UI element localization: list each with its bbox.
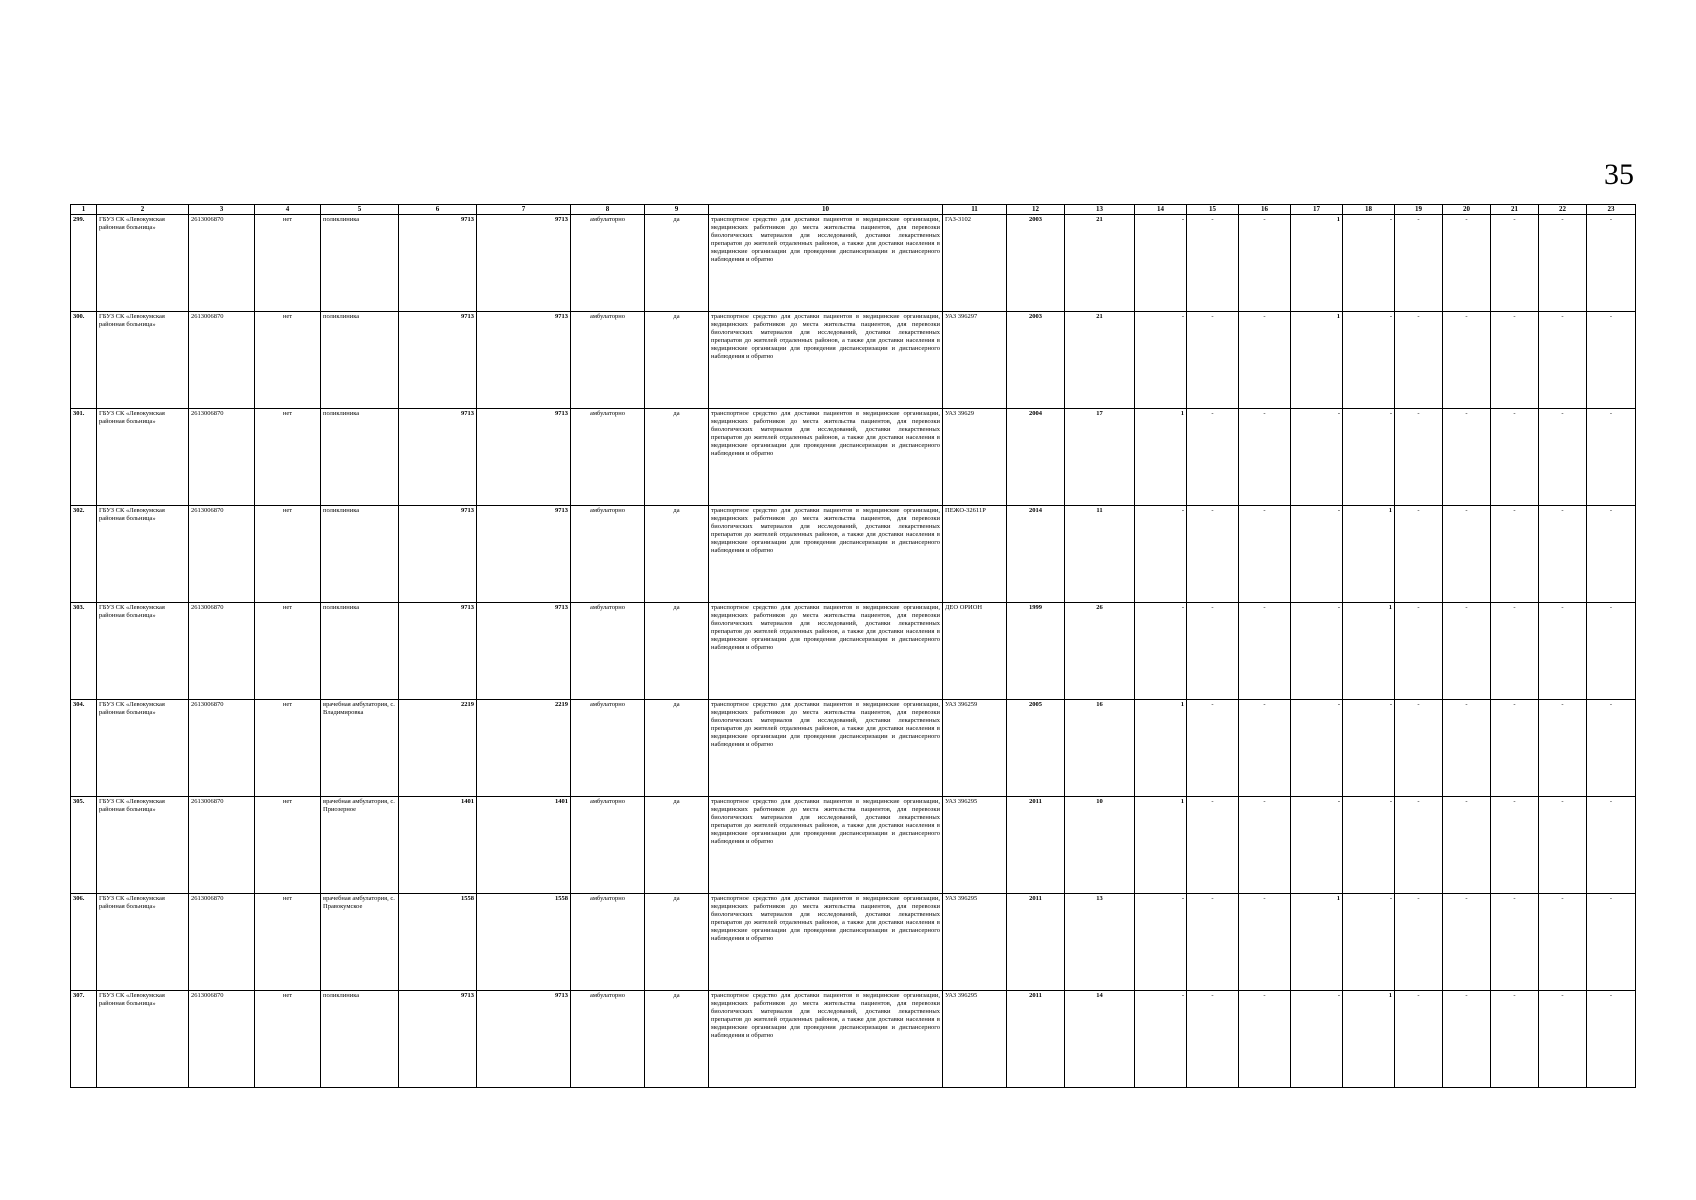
row-number: 302. [71,506,97,603]
column-header-15: 15 [1187,205,1239,215]
table-row [71,215,1636,312]
year-of-manufacture: 2011 [1007,894,1065,991]
organization-name: ГБУЗ СК «Левокумская районная больница» [97,700,189,797]
cell-20: - [1443,991,1491,1088]
cell-19: - [1395,797,1443,894]
column-header-19: 19 [1395,205,1443,215]
population-7: 9713 [477,603,571,700]
cell-14: 1 [1135,409,1187,506]
column-header-12: 12 [1007,205,1065,215]
cell-19: - [1395,894,1443,991]
cell-9: да [645,603,709,700]
cell-20: - [1443,215,1491,312]
cell-17: 1 [1291,215,1343,312]
facility-name: врачебная амбулатория, с. Приозерное [321,797,399,894]
column-header-5: 5 [321,205,399,215]
cell-9: да [645,991,709,1088]
inn: 2613006870 [189,797,255,894]
year-of-manufacture: 2011 [1007,991,1065,1088]
cell-18: - [1343,894,1395,991]
cell-17: - [1291,991,1343,1088]
care-form: амбулаторно [571,409,645,506]
cell-4: нет [255,797,321,894]
cell-23: - [1587,409,1636,506]
population-6: 9713 [399,603,477,700]
column-header-14: 14 [1135,205,1187,215]
cell-15: - [1187,797,1239,894]
purpose-description: транспортное средство для доставки пациентов в медицинские организации, медицинских работников до места жительства пациентов, для перевозки биологических материалов для исследований, доставки лекарственных препаратов до жителей отдаленных районов, а также для доставки населения в медицинские организации для проведения диспансеризации и диспансерного наблюдения и обратно [709,409,943,506]
register-table [70,204,1636,1088]
year-of-manufacture: 2003 [1007,215,1065,312]
vehicle-age: 21 [1065,215,1135,312]
organization-name: ГБУЗ СК «Левокумская районная больница» [97,894,189,991]
table-body [71,215,1636,1088]
year-of-manufacture: 2005 [1007,700,1065,797]
care-form: амбулаторно [571,797,645,894]
cell-23: - [1587,312,1636,409]
cell-23: - [1587,506,1636,603]
cell-9: да [645,215,709,312]
organization-name: ГБУЗ СК «Левокумская районная больница» [97,797,189,894]
cell-23: - [1587,991,1636,1088]
cell-15: - [1187,603,1239,700]
cell-19: - [1395,409,1443,506]
column-header-11: 11 [943,205,1007,215]
care-form: амбулаторно [571,894,645,991]
population-7: 9713 [477,409,571,506]
vehicle-model: УАЗ 396295 [943,991,1007,1088]
vehicle-age: 10 [1065,797,1135,894]
cell-17: - [1291,603,1343,700]
cell-15: - [1187,506,1239,603]
row-number: 305. [71,797,97,894]
population-6: 1401 [399,797,477,894]
row-number: 303. [71,603,97,700]
cell-22: - [1539,312,1587,409]
column-header-9: 9 [645,205,709,215]
purpose-description: транспортное средство для доставки пациентов в медицинские организации, медицинских работников до места жительства пациентов, для перевозки биологических материалов для исследований, доставки лекарственных препаратов до жителей отдаленных районов, а также для доставки населения в медицинские организации для проведения диспансеризации и диспансерного наблюдения и обратно [709,215,943,312]
cell-21: - [1491,215,1539,312]
population-6: 9713 [399,312,477,409]
row-number: 304. [71,700,97,797]
cell-16: - [1239,506,1291,603]
column-header-3: 3 [189,205,255,215]
cell-17: 1 [1291,894,1343,991]
cell-4: нет [255,312,321,409]
vehicle-age: 16 [1065,700,1135,797]
year-of-manufacture: 2011 [1007,797,1065,894]
cell-20: - [1443,603,1491,700]
cell-4: нет [255,894,321,991]
inn: 2613006870 [189,312,255,409]
purpose-description: транспортное средство для доставки пациентов в медицинские организации, медицинских работников до места жительства пациентов, для перевозки биологических материалов для исследований, доставки лекарственных препаратов до жителей отдаленных районов, а также для доставки населения в медицинские организации для проведения диспансеризации и диспансерного наблюдения и обратно [709,603,943,700]
cell-20: - [1443,312,1491,409]
cell-21: - [1491,991,1539,1088]
inn: 2613006870 [189,991,255,1088]
table-row [71,409,1636,506]
year-of-manufacture: 1999 [1007,603,1065,700]
column-header-17: 17 [1291,205,1343,215]
cell-15: - [1187,991,1239,1088]
column-header-4: 4 [255,205,321,215]
column-header-10: 10 [709,205,943,215]
organization-name: ГБУЗ СК «Левокумская районная больница» [97,991,189,1088]
population-6: 1558 [399,894,477,991]
organization-name: ГБУЗ СК «Левокумская районная больница» [97,409,189,506]
column-header-16: 16 [1239,205,1291,215]
cell-4: нет [255,506,321,603]
population-6: 9713 [399,991,477,1088]
cell-19: - [1395,506,1443,603]
care-form: амбулаторно [571,603,645,700]
cell-18: - [1343,215,1395,312]
cell-15: - [1187,215,1239,312]
column-header-13: 13 [1065,205,1135,215]
cell-16: - [1239,797,1291,894]
cell-14: - [1135,506,1187,603]
table-row [71,797,1636,894]
column-header-1: 1 [71,205,97,215]
cell-14: 1 [1135,797,1187,894]
column-header-20: 20 [1443,205,1491,215]
care-form: амбулаторно [571,506,645,603]
row-number: 300. [71,312,97,409]
cell-18: - [1343,700,1395,797]
cell-20: - [1443,797,1491,894]
cell-19: - [1395,700,1443,797]
cell-20: - [1443,409,1491,506]
cell-16: - [1239,409,1291,506]
purpose-description: транспортное средство для доставки пациентов в медицинские организации, медицинских работников до места жительства пациентов, для перевозки биологических материалов для исследований, доставки лекарственных препаратов до жителей отдаленных районов, а также для доставки населения в медицинские организации для проведения диспансеризации и диспансерного наблюдения и обратно [709,894,943,991]
column-header-7: 7 [477,205,571,215]
inn: 2613006870 [189,506,255,603]
row-number: 299. [71,215,97,312]
cell-16: - [1239,991,1291,1088]
cell-21: - [1491,894,1539,991]
cell-18: 1 [1343,991,1395,1088]
table-row [71,506,1636,603]
vehicle-model: ПЕЖО-32611Р [943,506,1007,603]
population-7: 9713 [477,506,571,603]
row-number: 306. [71,894,97,991]
cell-19: - [1395,603,1443,700]
cell-18: - [1343,409,1395,506]
cell-15: - [1187,700,1239,797]
vehicle-age: 13 [1065,894,1135,991]
cell-23: - [1587,894,1636,991]
purpose-description: транспортное средство для доставки пациентов в медицинские организации, медицинских работников до места жительства пациентов, для перевозки биологических материалов для исследований, доставки лекарственных препаратов до жителей отдаленных районов, а также для доставки населения в медицинские организации для проведения диспансеризации и диспансерного наблюдения и обратно [709,506,943,603]
cell-22: - [1539,894,1587,991]
cell-4: нет [255,215,321,312]
cell-21: - [1491,797,1539,894]
organization-name: ГБУЗ СК «Левокумская районная больница» [97,603,189,700]
cell-9: да [645,894,709,991]
column-header-2: 2 [97,205,189,215]
cell-14: - [1135,312,1187,409]
cell-9: да [645,312,709,409]
page-number: 35 [1604,158,1634,191]
facility-name: поликлиника [321,312,399,409]
cell-14: - [1135,991,1187,1088]
facility-name: поликлиника [321,991,399,1088]
cell-17: - [1291,700,1343,797]
cell-4: нет [255,991,321,1088]
purpose-description: транспортное средство для доставки пациентов в медицинские организации, медицинских работников до места жительства пациентов, для перевозки биологических материалов для исследований, доставки лекарственных препаратов до жителей отдаленных районов, а также для доставки населения в медицинские организации для проведения диспансеризации и диспансерного наблюдения и обратно [709,700,943,797]
vehicle-model: УАЗ 396297 [943,312,1007,409]
cell-15: - [1187,894,1239,991]
cell-23: - [1587,797,1636,894]
cell-18: 1 [1343,506,1395,603]
cell-20: - [1443,894,1491,991]
cell-22: - [1539,603,1587,700]
care-form: амбулаторно [571,991,645,1088]
cell-22: - [1539,409,1587,506]
cell-9: да [645,409,709,506]
cell-18: - [1343,312,1395,409]
column-header-21: 21 [1491,205,1539,215]
population-7: 1401 [477,797,571,894]
facility-name: поликлиника [321,603,399,700]
population-6: 9713 [399,215,477,312]
inn: 2613006870 [189,700,255,797]
purpose-description: транспортное средство для доставки пациентов в медицинские организации, медицинских работников до места жительства пациентов, для перевозки биологических материалов для исследований, доставки лекарственных препаратов до жителей отдаленных районов, а также для доставки населения в медицинские организации для проведения диспансеризации и диспансерного наблюдения и обратно [709,312,943,409]
facility-name: врачебная амбулатория, с. Правокумское [321,894,399,991]
cell-22: - [1539,215,1587,312]
cell-14: - [1135,894,1187,991]
cell-22: - [1539,506,1587,603]
vehicle-model: ГАЗ-3102 [943,215,1007,312]
population-7: 9713 [477,991,571,1088]
cell-20: - [1443,700,1491,797]
cell-17: 1 [1291,312,1343,409]
cell-16: - [1239,894,1291,991]
facility-name: поликлиника [321,215,399,312]
cell-16: - [1239,603,1291,700]
population-7: 2219 [477,700,571,797]
cell-19: - [1395,215,1443,312]
cell-14: - [1135,603,1187,700]
vehicle-model: УАЗ 39629 [943,409,1007,506]
population-7: 9713 [477,312,571,409]
vehicle-model: УАЗ 396259 [943,700,1007,797]
care-form: амбулаторно [571,700,645,797]
year-of-manufacture: 2014 [1007,506,1065,603]
cell-18: - [1343,797,1395,894]
cell-14: - [1135,215,1187,312]
cell-9: да [645,506,709,603]
care-form: амбулаторно [571,312,645,409]
cell-22: - [1539,700,1587,797]
vehicle-model: УАЗ 396295 [943,797,1007,894]
purpose-description: транспортное средство для доставки пациентов в медицинские организации, медицинских работников до места жительства пациентов, для перевозки биологических материалов для исследований, доставки лекарственных препаратов до жителей отдаленных районов, а также для доставки населения в медицинские организации для проведения диспансеризации и диспансерного наблюдения и обратно [709,991,943,1088]
row-number: 307. [71,991,97,1088]
cell-23: - [1587,603,1636,700]
column-header-8: 8 [571,205,645,215]
vehicle-model: УАЗ 396295 [943,894,1007,991]
cell-21: - [1491,506,1539,603]
purpose-description: транспортное средство для доставки пациентов в медицинские организации, медицинских работников до места жительства пациентов, для перевозки биологических материалов для исследований, доставки лекарственных препаратов до жителей отдаленных районов, а также для доставки населения в медицинские организации для проведения диспансеризации и диспансерного наблюдения и обратно [709,797,943,894]
column-header-6: 6 [399,205,477,215]
cell-16: - [1239,215,1291,312]
column-header-23: 23 [1587,205,1636,215]
cell-15: - [1187,409,1239,506]
cell-9: да [645,700,709,797]
table-row [71,894,1636,991]
cell-17: - [1291,797,1343,894]
row-number: 301. [71,409,97,506]
cell-19: - [1395,991,1443,1088]
cell-21: - [1491,409,1539,506]
population-7: 9713 [477,215,571,312]
cell-23: - [1587,700,1636,797]
cell-20: - [1443,506,1491,603]
cell-21: - [1491,312,1539,409]
column-number-row [71,205,1636,215]
cell-9: да [645,797,709,894]
vehicle-model: ДЕО ОРИОН [943,603,1007,700]
vehicle-age: 14 [1065,991,1135,1088]
inn: 2613006870 [189,894,255,991]
population-6: 9713 [399,409,477,506]
facility-name: поликлиника [321,409,399,506]
table-row [71,603,1636,700]
cell-15: - [1187,312,1239,409]
vehicle-age: 17 [1065,409,1135,506]
vehicle-age: 26 [1065,603,1135,700]
organization-name: ГБУЗ СК «Левокумская районная больница» [97,215,189,312]
column-header-18: 18 [1343,205,1395,215]
inn: 2613006870 [189,603,255,700]
population-6: 2219 [399,700,477,797]
cell-14: 1 [1135,700,1187,797]
cell-22: - [1539,991,1587,1088]
cell-22: - [1539,797,1587,894]
cell-23: - [1587,215,1636,312]
cell-21: - [1491,603,1539,700]
table-row [71,700,1636,797]
table-row [71,991,1636,1088]
cell-17: - [1291,409,1343,506]
inn: 2613006870 [189,409,255,506]
year-of-manufacture: 2003 [1007,312,1065,409]
organization-name: ГБУЗ СК «Левокумская районная больница» [97,506,189,603]
care-form: амбулаторно [571,215,645,312]
cell-4: нет [255,409,321,506]
organization-name: ГБУЗ СК «Левокумская районная больница» [97,312,189,409]
column-header-22: 22 [1539,205,1587,215]
inn: 2613006870 [189,215,255,312]
facility-name: поликлиника [321,506,399,603]
cell-4: нет [255,700,321,797]
cell-4: нет [255,603,321,700]
facility-name: врачебная амбулатория, с. Владимировка [321,700,399,797]
cell-17: - [1291,506,1343,603]
cell-18: 1 [1343,603,1395,700]
cell-19: - [1395,312,1443,409]
year-of-manufacture: 2004 [1007,409,1065,506]
population-6: 9713 [399,506,477,603]
cell-16: - [1239,700,1291,797]
vehicle-age: 21 [1065,312,1135,409]
vehicle-age: 11 [1065,506,1135,603]
cell-21: - [1491,700,1539,797]
table-row [71,312,1636,409]
population-7: 1558 [477,894,571,991]
cell-16: - [1239,312,1291,409]
